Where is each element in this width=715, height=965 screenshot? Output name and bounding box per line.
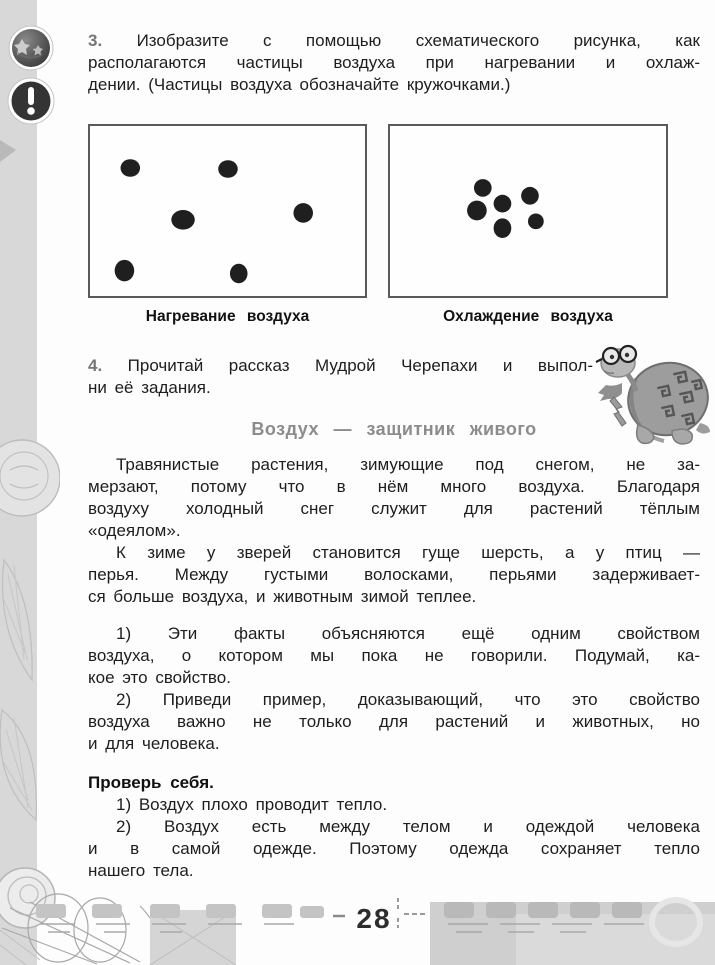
- margin-arrow-decoration: [0, 138, 20, 164]
- air-particle-dot: [467, 201, 487, 221]
- air-particle-dot: [218, 160, 238, 178]
- text-line: и в самой одежде. Поэтому одежда сохраняет тепло: [88, 839, 700, 858]
- question-1: [88, 623, 700, 689]
- text-line: 3. Изобразите с помощью схематического рисунка, как: [88, 31, 700, 50]
- page-number: 28: [356, 903, 392, 934]
- cooling-dots: [390, 126, 666, 296]
- air-particle-dot: [230, 264, 248, 284]
- story-title: Воздух — защитник живого: [251, 419, 537, 439]
- cooling-caption: Охлаждение воздуха: [443, 308, 613, 325]
- text-line: мерзают, потому что в нём много воздуха. Благодаря: [88, 477, 700, 496]
- exclamation-icon: [7, 77, 55, 125]
- question-2: [88, 689, 700, 755]
- heating-dots: [90, 126, 365, 296]
- task-4-text: [88, 355, 593, 399]
- air-particle-dot: [474, 179, 492, 197]
- turtle-illustration: [588, 335, 714, 447]
- check-answer-1: [88, 794, 700, 816]
- text-line: 2) Приведи пример, доказывающий, что это свойство: [116, 690, 700, 709]
- diagram-captions: [88, 307, 700, 327]
- text-line: 4. Прочитай рассказ Мудрой Черепахи и выпол-: [88, 356, 593, 375]
- text-line: ся больше воздуха, и животным зимой теплее.: [88, 587, 477, 606]
- text-line: ни её задания.: [88, 378, 211, 397]
- air-particle-dot: [528, 213, 544, 229]
- check-yourself-heading: Проверь себя.: [88, 773, 214, 792]
- task-number: 3.: [88, 31, 103, 50]
- text-line: «одеялом».: [88, 521, 181, 540]
- text-line: К зиме у зверей становится гуще шерсть, а у птиц —: [116, 543, 700, 562]
- check-answer-2: [88, 816, 700, 882]
- text-line: воздуха важно не только для растений и животных, но: [88, 712, 700, 731]
- text-line: воздуху холодный снег служит для растений тёплым: [88, 499, 700, 518]
- text-line: кое это свойство.: [88, 668, 231, 687]
- cooling-diagram-box: [388, 124, 668, 298]
- air-particle-dot: [494, 195, 512, 213]
- air-particle-dot: [171, 210, 194, 230]
- text-line: дении. (Частицы воздуха обозначайте кружочками.): [88, 75, 511, 94]
- heating-diagram-box: [88, 124, 367, 298]
- particle-diagrams: [88, 124, 700, 298]
- text-line: располагаются частицы воздуха при нагревании и охлаж-: [88, 53, 700, 72]
- air-particle-dot: [494, 218, 512, 238]
- text-line: 1) Воздух плохо проводит тепло.: [116, 795, 388, 814]
- text-line: 2) Воздух есть между телом и одеждой человека: [116, 817, 700, 836]
- page-content: [88, 30, 700, 882]
- globe-icon: [8, 25, 54, 71]
- air-particle-dot: [293, 203, 313, 223]
- story-paragraph-2: [88, 542, 700, 608]
- text-line: воздуха, о котором мы пока не говорили. Подумай, ка-: [88, 646, 700, 665]
- air-particle-dot: [121, 159, 141, 177]
- heating-caption: Нагревание воздуха: [145, 308, 310, 325]
- text-line: нашего тела.: [88, 861, 194, 880]
- story-paragraph-1: [88, 454, 700, 542]
- text-line: Травянистые растения, зимующие под снегом, не за-: [116, 455, 700, 474]
- air-particle-dot: [115, 260, 135, 281]
- text-line: 1) Эти факты объясняются ещё одним свойством: [116, 624, 700, 643]
- task-number: 4.: [88, 356, 103, 375]
- air-particle-dot: [521, 187, 539, 205]
- text-line: перья. Между густыми волосками, перьями задерживает-: [88, 565, 700, 584]
- text-line: и для человека.: [88, 734, 220, 753]
- task-3-text: [88, 30, 700, 96]
